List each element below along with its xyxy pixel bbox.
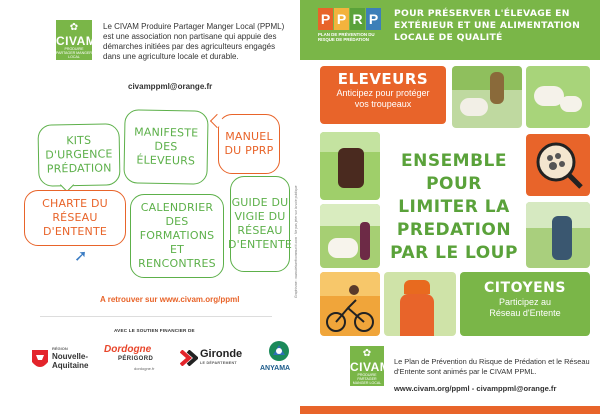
photo-wolf-tracks xyxy=(526,134,590,196)
region-name2: Aquitaine xyxy=(52,361,89,370)
civam-logo-sub: PRODUIRE PARTAGER MANGER LOCAL xyxy=(56,47,92,59)
bubble-guide xyxy=(227,176,293,272)
civam-logo-word: CIVAM xyxy=(350,360,391,374)
magnifier-icon xyxy=(526,134,590,196)
photo-cow xyxy=(320,132,380,200)
bubble-manuel xyxy=(218,114,280,174)
pprp-letters: P P R P xyxy=(318,8,386,30)
bubble-manuel-label: MANUEL DU PPRP xyxy=(224,130,274,157)
photo-sheep xyxy=(526,66,590,128)
region-lion-icon xyxy=(30,348,50,372)
tagline: POUR PRÉSERVER L'ÉLEVAGE EN EXTÉRIEUR ET UNE ALIMENTATION LOCALE DE QUALITÉ xyxy=(394,8,581,43)
bubble-kits xyxy=(37,123,120,186)
citoyens-title: CITOYENS xyxy=(484,280,566,296)
pprp-caption: PLAN DE PRÉVENTION DU RISQUE DE PRÉDATION xyxy=(318,32,375,42)
sponsors-heading: AVEC LE SOUTIEN FINANCIER DE xyxy=(114,328,195,333)
sprout-icon: ✿ xyxy=(69,22,79,33)
bubble-charte xyxy=(24,190,126,246)
gironde-chevron-icon xyxy=(180,350,198,366)
bubble-calendrier-label: CALENDRIER DES FORMATIONS ET RENCONTRES xyxy=(138,201,216,270)
perigord-word: PÉRIGORD xyxy=(118,356,154,362)
photo-hunter xyxy=(384,272,456,336)
bubble-guide-label: GUIDE DU VIGIE DU RÉSEAU D'ENTENTE xyxy=(227,196,293,251)
footer-contact-links[interactable]: www.civam.org/ppml - civamppml@orange.fr xyxy=(394,384,557,393)
civam-logo-footer xyxy=(350,346,391,386)
bubble-charte-label: CHARTE DU RÉSEAU D'ENTENTE xyxy=(42,197,108,238)
bubble-calendrier xyxy=(130,194,224,278)
vertical-credit xyxy=(292,140,298,300)
front-cover-panel xyxy=(300,0,600,414)
civam-logo-word: CIVAM xyxy=(56,34,97,48)
divider xyxy=(40,316,272,317)
eleveurs-panel xyxy=(320,66,446,124)
dordogne-logo xyxy=(104,344,174,378)
sprout-icon: ✿ xyxy=(362,348,372,359)
civam-logo xyxy=(56,20,97,60)
citoyens-panel xyxy=(460,272,590,336)
gironde-word: Gironde xyxy=(200,348,243,360)
eleveurs-subtitle: Anticipez pour protéger vos troupeaux xyxy=(336,88,430,109)
headline: ENSEMBLE POUR LIMITER LA PREDATION PAR LE LOUP xyxy=(390,151,518,263)
anyama-word: ANYAMA xyxy=(260,365,291,372)
citoyens-subtitle: Participez au Réseau d'Entente xyxy=(489,297,561,318)
bubble-manifeste xyxy=(123,109,208,184)
region-logo xyxy=(30,346,92,376)
bicycle-icon xyxy=(320,272,380,336)
photo-cyclist xyxy=(320,272,380,336)
region-top: RÉGION xyxy=(52,346,68,351)
footer-description: Le Plan de Prévention du Risque de Prédation et le Réseau d'Entente sont animés par le CIVAM PPML. xyxy=(394,357,590,376)
dordogne-sub: dordogne.fr xyxy=(134,366,155,371)
vertical-credit-text: Graphisme : www.debarrfcommuniti.com · Ne pas jeter sur la voie publique xyxy=(294,185,298,298)
photo-patou-dog xyxy=(320,204,380,268)
civam-logo-sub: PRODUIRE PARTAGER MANGER LOCAL xyxy=(352,373,382,385)
anyama-logo xyxy=(260,340,300,380)
photo-hiker-binoculars xyxy=(526,202,590,268)
cursor-icon: ➚ xyxy=(74,248,88,265)
region-name1: Nouvelle- xyxy=(52,352,89,361)
bubble-kits-label: KITS D'URGENCE PRÉDATION xyxy=(45,133,113,176)
intro-text: Le CIVAM Produire Partager Manger Local (PPML) est une association non partisane qui appuie des démarches initiées par des agriculteurs engagés dans une agriculture locale et durable. xyxy=(103,22,285,61)
pprp-logo xyxy=(318,8,386,52)
anyama-emblem-icon xyxy=(268,340,290,362)
gironde-logo xyxy=(180,348,250,374)
bubble-manifeste-label: MANIFESTE DES ÉLEVEURS xyxy=(134,125,199,168)
eleveurs-title: ELEVEURS xyxy=(337,70,429,88)
website-link[interactable]: A retrouver sur www.civam.org/ppml xyxy=(100,295,240,304)
contact-email[interactable]: civamppml@orange.fr xyxy=(128,82,213,91)
dordogne-word: Dordogne xyxy=(104,344,152,355)
gironde-sub: LE DÉPARTEMENT xyxy=(200,361,237,365)
photo-shepherd xyxy=(452,66,522,128)
